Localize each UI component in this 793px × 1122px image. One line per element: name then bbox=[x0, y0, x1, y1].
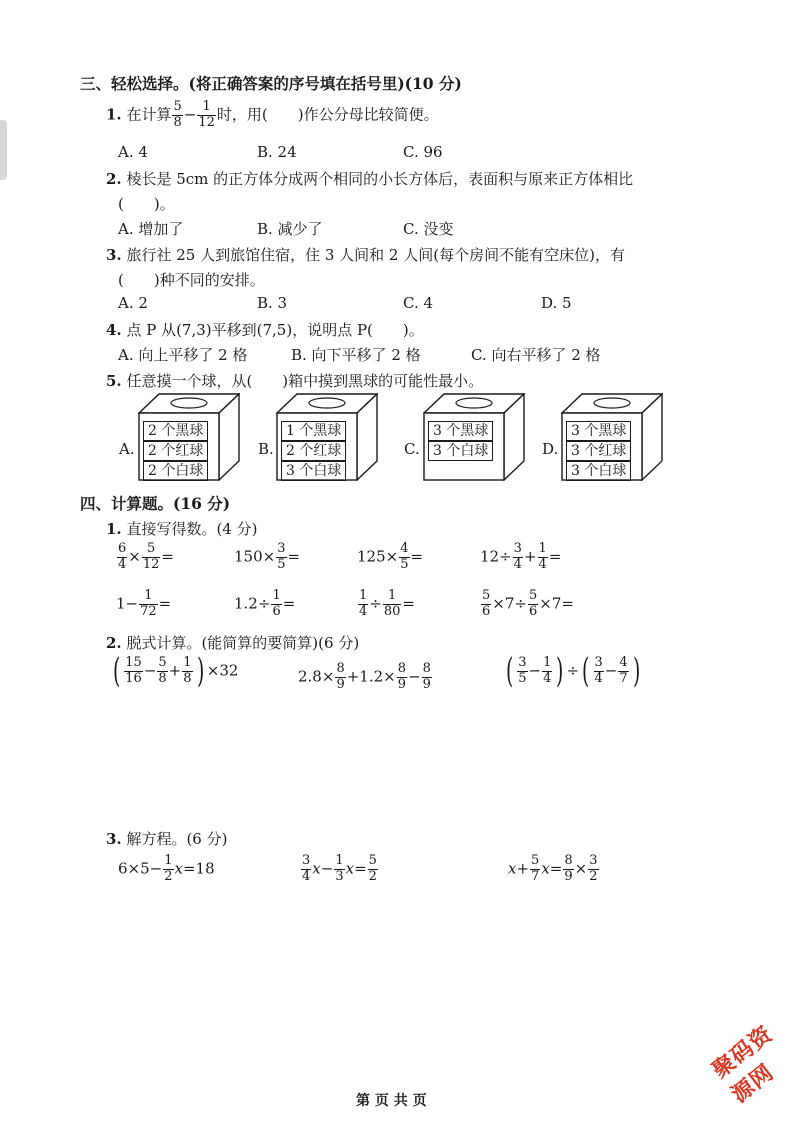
part-1-title: 1. 直接写得数。(4 分) bbox=[106, 520, 258, 538]
calc-1-8: $\frac{5}{6}$ ×7÷ $\frac{5}{6}$ ×7= bbox=[482, 588, 574, 619]
box-d-label[interactable]: D. bbox=[542, 440, 559, 458]
q1-frac2: $\frac{1}{12}$ bbox=[198, 99, 215, 130]
calc-2-3: ( $\frac{3}{5}$ − $\frac{1}{4}$ ) ÷( $\frac{3}{4}$ − $\frac{4}{7}$ ) bbox=[505, 651, 640, 692]
q1-option-a[interactable]: A. 4 bbox=[118, 143, 148, 161]
box-a-contents: 2 个黑球 2 个红球 2 个白球 bbox=[143, 421, 208, 481]
calc-1-2: 150× $\frac{3}{5}$ = bbox=[234, 541, 301, 572]
q4-option-a[interactable]: A. 向上平移了 2 格 bbox=[118, 346, 248, 364]
q2-option-c[interactable]: C. 没变 bbox=[403, 220, 454, 238]
q1-pre: 在计算 bbox=[126, 105, 172, 124]
q1-option-c[interactable]: C. 96 bbox=[403, 143, 443, 161]
q2-option-a[interactable]: A. 增加了 bbox=[118, 220, 184, 238]
calc-1-7: $\frac{1}{4}$ ÷ $\frac{1}{80}$ = bbox=[359, 588, 415, 619]
box-d-contents: 3 个黑球 3 个红球 3 个白球 bbox=[566, 421, 631, 481]
equation-3: x+ $\frac{5}{7}$ x= $\frac{8}{9}$ × $\frac{3}{2}$ bbox=[508, 853, 598, 884]
page-footer: 第 页 共 页 bbox=[356, 1093, 427, 1109]
calc-1-5: 1− $\frac{1}{72}$ = bbox=[116, 588, 172, 619]
q3-option-c[interactable]: C. 4 bbox=[403, 294, 434, 312]
part-3-title: 3. 解方程。(6 分) bbox=[106, 830, 228, 848]
q1-option-b[interactable]: B. 24 bbox=[257, 143, 297, 161]
q4-option-c[interactable]: C. 向右平移了 2 格 bbox=[471, 346, 601, 364]
question-5: 5. 任意摸一个球，从( )箱中摸到黑球的可能性最小。 bbox=[106, 372, 484, 390]
calc-1-6: 1.2÷ $\frac{1}{6}$ = bbox=[234, 588, 296, 619]
section3-title: 三、轻松选择。(将正确答案的序号填在括号里)(10 分) bbox=[80, 74, 462, 93]
scan-edge bbox=[0, 120, 7, 180]
box-b[interactable] bbox=[276, 393, 378, 481]
q1-frac1: $\frac{5}{8}$ bbox=[173, 99, 182, 130]
box-c-contents: 3 个黑球 3 个白球 bbox=[428, 421, 493, 461]
q1-post: 时，用( )作公分母比较简便。 bbox=[216, 105, 439, 124]
q1-number: 1. bbox=[106, 105, 122, 124]
q3-option-a[interactable]: A. 2 bbox=[118, 294, 148, 312]
box-c-label[interactable]: C. bbox=[404, 440, 420, 458]
calc-2-2: 2.8× $\frac{8}{9}$ +1.2× $\frac{8}{9}$ − $\frac{8}{9}$ bbox=[298, 661, 431, 692]
question-4: 4. 点 P 从(7,3)平移到(7,5)，说明点 P( )。 bbox=[106, 321, 424, 339]
q2-option-b[interactable]: B. 减少了 bbox=[257, 220, 323, 238]
question-1: 1. 在计算 $\frac{5}{8}$ − $\frac{1}{12}$ 时，用( )作公分母比较简便。 bbox=[106, 99, 439, 130]
q4-option-b[interactable]: B. 向下平移了 2 格 bbox=[291, 346, 421, 364]
q3-option-b[interactable]: B. 3 bbox=[257, 294, 288, 312]
calc-1-3: 125× $\frac{4}{5}$ = bbox=[357, 541, 424, 572]
question-2: 2. 棱长是 5cm 的正方体分成两个相同的小长方体后，表面积与原来正方体相比 bbox=[106, 170, 634, 188]
q2-line2: ( )。 bbox=[118, 195, 175, 213]
box-b-contents: 1 个黑球 2 个红球 3 个白球 bbox=[281, 421, 346, 481]
section4-title: 四、计算题。(16 分) bbox=[80, 494, 231, 513]
box-c[interactable] bbox=[423, 393, 525, 481]
q3-line2: ( )种不同的安排。 bbox=[118, 271, 265, 289]
box-b-label[interactable]: B. bbox=[258, 440, 274, 458]
question-3: 3. 旅行社 25 人到旅馆住宿，住 3 人间和 2 人间(每个房间不能有空床位)，有 bbox=[106, 246, 625, 264]
calc-1-4: 12÷ $\frac{3}{4}$ + $\frac{1}{4}$ = bbox=[480, 541, 562, 572]
q3-option-d[interactable]: D. 5 bbox=[541, 294, 572, 312]
part-2-title: 2. 脱式计算。(能简算的要简算)(6 分) bbox=[106, 634, 360, 652]
box-d[interactable] bbox=[561, 393, 663, 481]
box-a[interactable] bbox=[138, 393, 240, 481]
equation-2: $\frac{3}{4}$ x− $\frac{1}{3}$ x= $\frac{5}{2}$ bbox=[302, 853, 377, 884]
equation-1: 6×5− $\frac{1}{2}$ x=18 bbox=[118, 853, 215, 884]
calc-2-1: ( $\frac{15}{16}$ − $\frac{5}{8}$ + $\frac{1}{8}$ ) ×32 bbox=[112, 651, 239, 692]
calc-1-1: $\frac{6}{4}$ × $\frac{5}{12}$ = bbox=[118, 541, 174, 572]
watermark-stamp: 聚码资源网 bbox=[708, 1021, 779, 1109]
box-a-label[interactable]: A. bbox=[119, 440, 135, 458]
